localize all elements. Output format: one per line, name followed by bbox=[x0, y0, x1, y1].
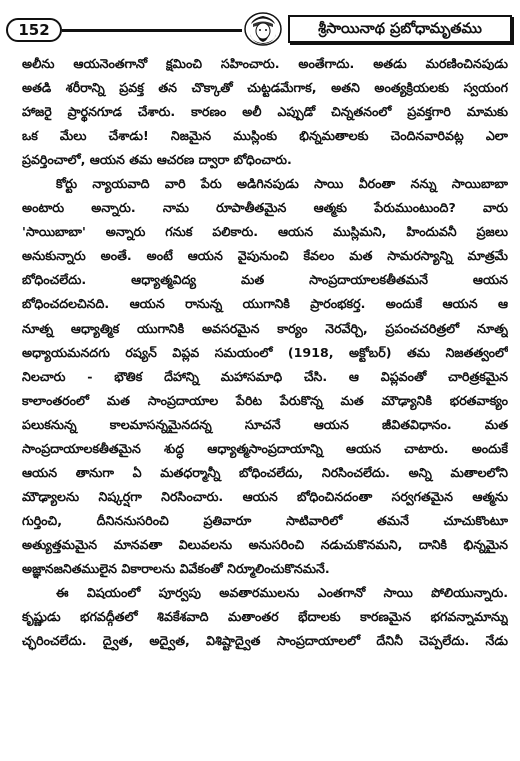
text-line: కోర్టు న్యాయవాది వారి పేరు అడిగినపుడు సాయి వీరంతా నన్ను సాయిబాబా bbox=[56, 176, 508, 192]
text-line: గుర్తించి, దీనిననుసరించి ప్రతివారూ సాటివారిలో తమనే చూచుకొంటూ bbox=[22, 512, 508, 528]
text-line: చ్ఛరించలేదు. ద్వైత, అద్వైత, విశిష్టాద్వైత సాంప్రదాయాలలో దేనినీ చెప్పలేదు. నేడు bbox=[22, 633, 508, 649]
text-line: బోధించలేదు. ఆధ్యాత్మవిద్య మత సాంప్రదాయాలకతీతమనే ఆయన bbox=[22, 272, 508, 288]
text-line: మౌఢ్యాలను నిష్కర్షగా నిరసించారు. ఆయన బోధించినదంతా సర్వగతమైన ఆత్మను bbox=[22, 488, 508, 504]
text-line: 'సాయిబాబా' అన్నారు గనుక పలికారు. ఆయన ముస్లిమని, హిందువనీ ప్రజలు bbox=[22, 224, 508, 240]
text-line: అంటారు అన్నారు. నామ రూపాతీతమైన ఆత్మకు పేరుముంటుంది? వారు bbox=[22, 200, 508, 216]
text-line: నూత్న ఆధ్యాత్మిక యుగానికి అవసరమైన కార్యం నెరవేర్చి, ప్రపంచచరిత్రలో నూత్న bbox=[22, 320, 508, 336]
page-number: 152 bbox=[6, 18, 62, 42]
body-text bbox=[22, 52, 508, 653]
text-line: ఒక మేలు చేశాడు! నిజమైన ముస్లింకు భిన్నమతాలకు చెందినవారివట్ల ఎలా bbox=[22, 128, 508, 144]
text-line: నిలచారు - భౌతిక దేహాన్ని మహాసమాధి చేసి. ఆ విప్లవంతో చారిత్రకమైన bbox=[22, 368, 508, 384]
text-line: అనుకున్నారు అంతే. అంటే ఆయన వైపునుంచి కేవలం మత సామరస్యాన్ని మాత్రమే bbox=[22, 248, 508, 264]
text-line: ప్రవర్తించాలో, ఆయన తమ ఆచరణ ద్వారా బోధించారు. bbox=[22, 152, 292, 168]
text-line: పలుకనున్న కాలమాసన్నమైనదన్న సూచనే ఆయన జీవితవిధానం. మత bbox=[22, 416, 508, 432]
text-line: ఆయన తానుగా ఏ మతధర్మాన్నీ బోధించలేదు, నిరసించలేదు. అన్ని మతాలలోని bbox=[22, 464, 508, 480]
header-rule bbox=[62, 29, 242, 32]
book-title: శ్రీసాయినాథ ప్రబోధామృతము bbox=[288, 15, 512, 43]
sai-baba-portrait-icon bbox=[244, 12, 282, 46]
text-line: సాంప్రదాయాలకతీతమైన శుద్ధ ఆధ్యాత్మసాంప్రదాయాన్ని ఆయన చాటారు. అందుకే bbox=[22, 440, 508, 456]
text-line: బోధించదలచినది. ఆయన రానున్న యుగానికి ప్రారంభకర్త. అందుకే ఆయన ఆ bbox=[22, 296, 508, 312]
text-line: కాలాంతరంలో మత సాంప్రదాయాల పేరిట పేరుకొన్న మత మౌఢ్యానికి భరతవాక్యం bbox=[22, 392, 508, 408]
page-header bbox=[6, 12, 511, 46]
text-line: అత్యుత్తమమైన మానవతా విలువలను అనుసరించి నడుచుకొనమని, దానికి భిన్నమైన bbox=[22, 536, 508, 552]
text-line: అజ్ఞానజనితములైన వికారాలను వివేకంతో నిర్మూలించుకొనమనే. bbox=[22, 560, 330, 576]
text-line: హాజరై ప్రార్థనగూడ చేశారు. కారణం అలీ ఎప్పుడో చిన్నతనంలో ప్రవక్తగారి మామకు bbox=[22, 104, 508, 120]
text-line: అధ్యాయమనదగు రష్యన్ విప్లవ సమయంలో (1918, అక్టోబర్) తమ నిజతత్వంలో bbox=[22, 344, 508, 360]
text-line: కృష్ణుడు భగవద్గీతలో శివకేశవాది మతాంతర భేదాలకు కారణమైన భగవన్నామాన్ను bbox=[22, 609, 508, 625]
text-line: అలీను ఆయనెంతగానో క్షమించి సహించారు. అంతేగాదు. అతడు మరణించినపుడు bbox=[22, 56, 508, 71]
text-line: ఈ విషయంలో పూర్వపు అవతారములను ఎంతగానో సాయి పోలియున్నారు. bbox=[56, 585, 508, 601]
text-line: అతడి శరీరాన్ని ప్రవక్త తన చొక్కాతో చుట్టడమేగాక, అతని అంత్యక్రియలకు స్వయంగ bbox=[22, 80, 508, 96]
